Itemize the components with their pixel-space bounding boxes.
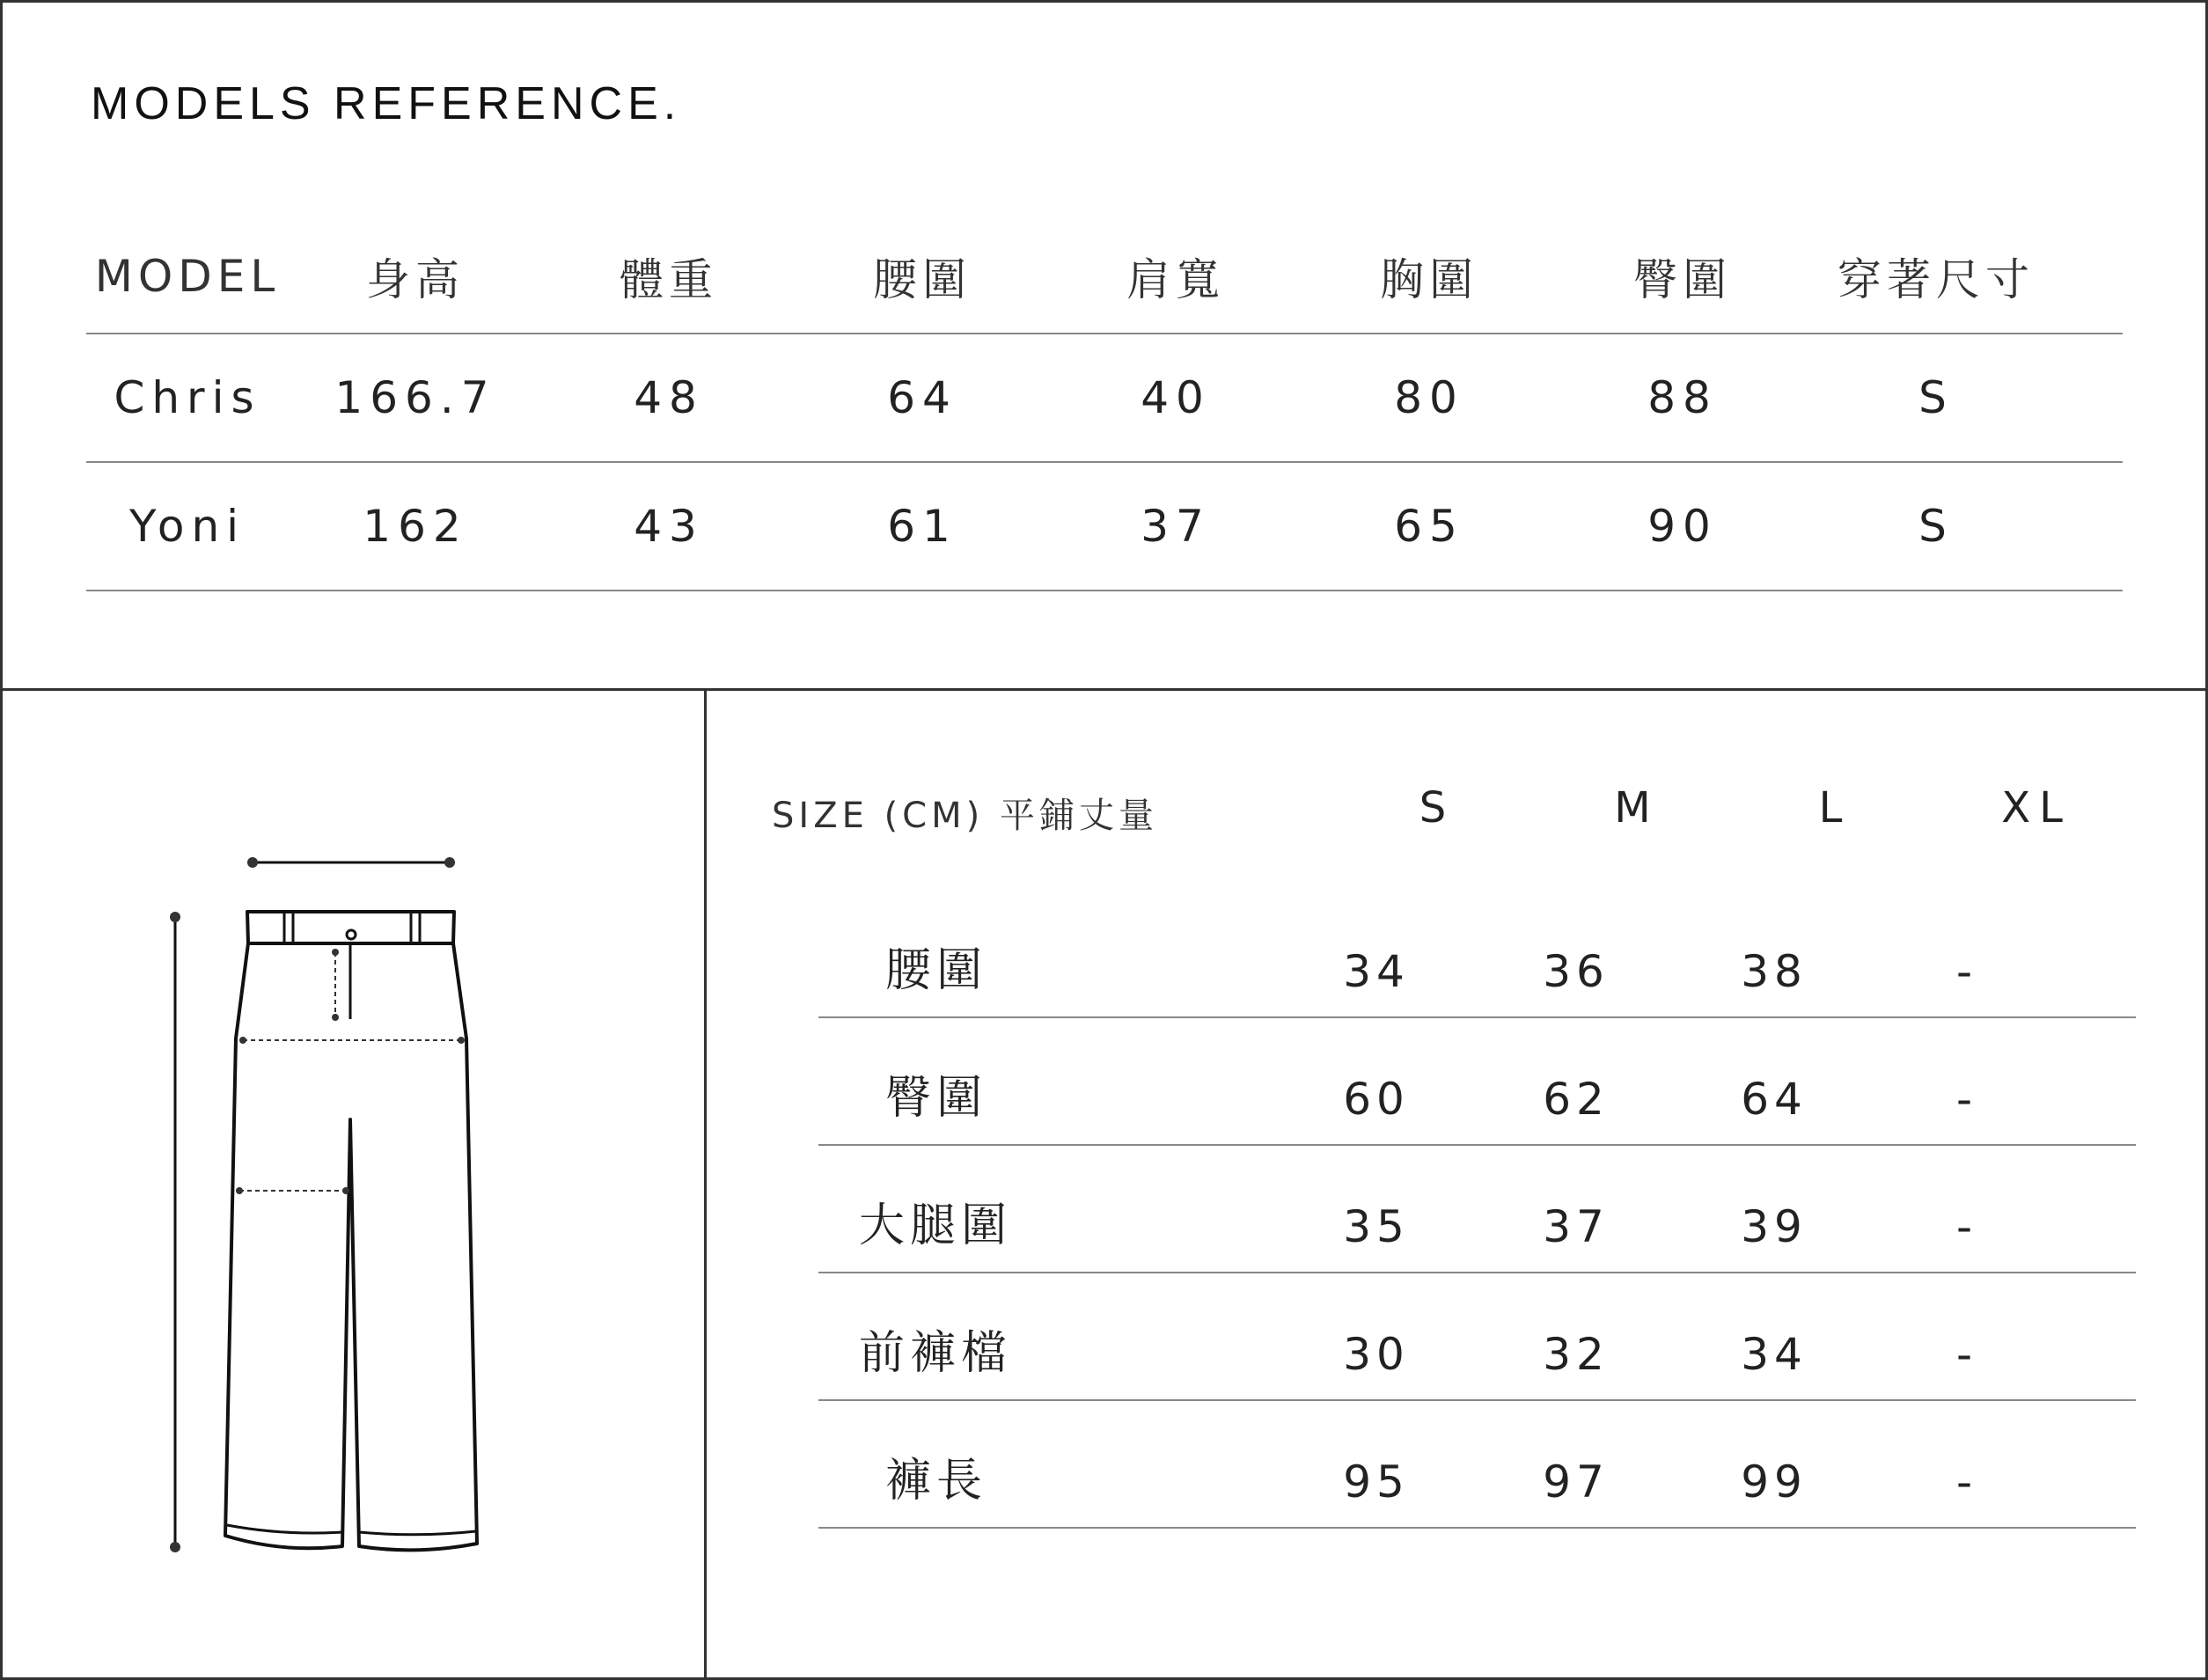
size-value: 39 (1741, 1201, 1808, 1252)
size-header-xl: XL (2001, 783, 2072, 833)
model-height: 162 (363, 501, 468, 552)
header-waist: 腰圍 (873, 254, 972, 305)
size-header-m: M (1614, 783, 1660, 833)
table-row (818, 1273, 2136, 1401)
model-weight: 43 (634, 501, 704, 552)
size-value: - (1955, 1201, 1978, 1252)
size-value: 60 (1343, 1074, 1410, 1125)
model-chest: 80 (1394, 372, 1464, 423)
size-row-label: 褲長 (885, 1455, 988, 1508)
header-chest: 胸圍 (1380, 254, 1478, 305)
header-height: 身高 (366, 254, 465, 305)
size-value: 64 (1741, 1074, 1808, 1125)
size-value: - (1955, 1456, 1978, 1508)
size-value: - (1955, 1074, 1978, 1125)
size-chart-title: SIZE (CM) 平鋪丈量 (772, 796, 1158, 836)
header-model: MODEL (94, 251, 281, 302)
size-value: 34 (1343, 946, 1410, 997)
model-weight: 48 (634, 372, 704, 423)
size-value: 97 (1543, 1456, 1610, 1508)
size-row-label: 大腿圍 (859, 1199, 1013, 1252)
models-reference-title: MODELS REFERENCE. (91, 78, 682, 129)
model-hip: 90 (1647, 501, 1718, 552)
table-row (818, 891, 2136, 1018)
size-value: 62 (1543, 1074, 1610, 1125)
header-shoulder: 肩寬 (1126, 254, 1225, 305)
size-value: 30 (1343, 1329, 1410, 1380)
size-value: 36 (1543, 946, 1610, 997)
size-value: 32 (1543, 1329, 1610, 1380)
model-name: Chris (114, 372, 261, 423)
size-value: 99 (1741, 1456, 1808, 1508)
button-icon (347, 930, 356, 939)
size-header-s: S (1419, 783, 1456, 833)
model-name: Yoni (128, 501, 246, 552)
pants-measurement-diagram-icon (0, 0, 707, 1680)
size-value: - (1955, 1329, 1978, 1380)
model-shoulder: 37 (1141, 501, 1211, 552)
model-waist: 61 (887, 501, 957, 552)
model-chest: 65 (1394, 501, 1464, 552)
size-header-l: L (1818, 783, 1852, 833)
pants-outline (225, 943, 477, 1550)
model-shoulder: 40 (1141, 372, 1211, 423)
size-value: 35 (1343, 1201, 1410, 1252)
table-row (818, 1146, 2136, 1273)
model-size: S (1918, 372, 1954, 423)
size-row-label: 臀圍 (885, 1072, 988, 1125)
table-row (818, 1018, 2136, 1146)
header-weight: 體重 (620, 254, 718, 305)
size-table (818, 891, 2136, 1529)
model-size: S (1918, 501, 1954, 552)
size-value: 38 (1741, 946, 1808, 997)
size-value: 34 (1741, 1329, 1808, 1380)
model-hip: 88 (1647, 372, 1718, 423)
size-row-label: 前褲檔 (859, 1327, 1013, 1380)
size-value: 95 (1343, 1456, 1410, 1508)
table-row (818, 1401, 2136, 1529)
header-hip: 臀圍 (1633, 254, 1732, 305)
size-value: - (1955, 946, 1978, 997)
model-height: 166.7 (334, 372, 496, 423)
size-value: 37 (1543, 1201, 1610, 1252)
size-row-label: 腰圍 (885, 944, 988, 997)
header-size-worn: 穿著尺寸 (1838, 254, 2035, 305)
model-waist: 64 (887, 372, 957, 423)
